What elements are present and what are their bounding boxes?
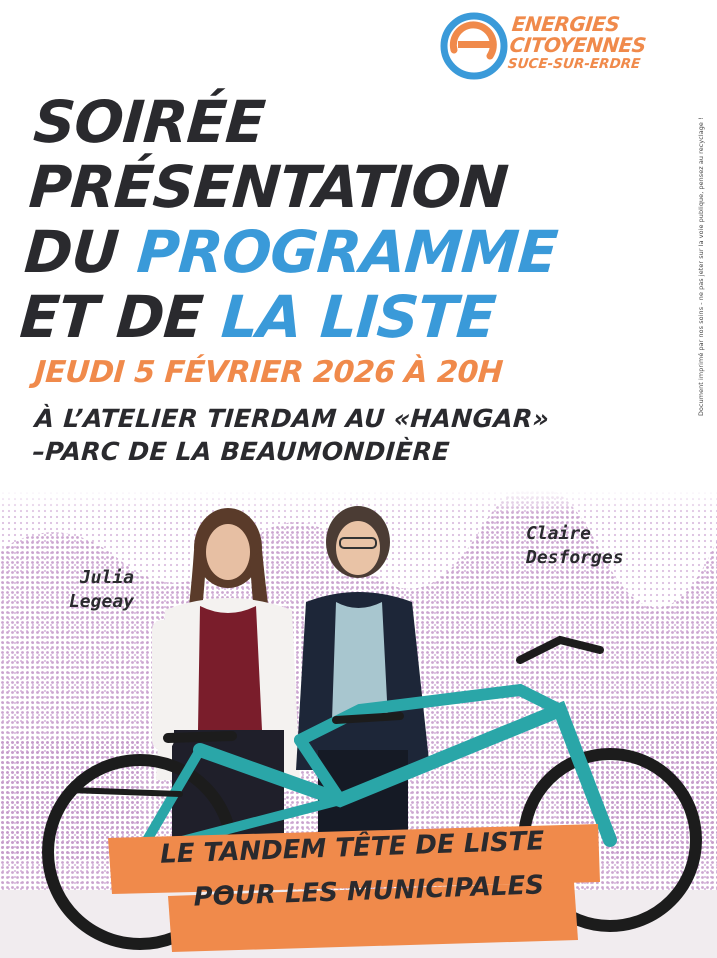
event-venue xyxy=(31,402,656,468)
headline-highlight-programme: PROGRAMME xyxy=(134,218,560,286)
headline-line-4-prefix: ET DE xyxy=(17,283,224,351)
headline-line-3-prefix: DU xyxy=(22,218,140,286)
energy-e-logo-icon xyxy=(438,10,510,82)
julia-first-name: Julia xyxy=(79,567,134,588)
logo-text xyxy=(507,14,649,72)
julia-last-name: Legeay xyxy=(68,591,134,612)
banner-tandem xyxy=(104,818,602,952)
event-date: JEUDI 5 FÉVRIER 2026 À 20H xyxy=(33,355,504,390)
claire-last-name: Desforges xyxy=(526,547,624,568)
logo-line-2: CITOYENNES xyxy=(508,33,648,57)
recycling-note: Document imprimé par nos soins - ne pas jeter sur la voie publique, pensez au recyclage ! xyxy=(697,117,705,416)
logo xyxy=(438,10,668,85)
venue-line-1: À L’ATELIER TIERDAM AU «HANGAR» xyxy=(33,404,551,433)
headline-line-4 xyxy=(18,285,663,350)
banner-line-1: LE TANDEM TÊTE DE LISTE xyxy=(159,826,545,870)
headline-line-1: SOIRÉE xyxy=(31,88,267,156)
logo-line-3: SUCE-SUR-ERDRE xyxy=(506,56,642,72)
claire-first-name: Claire xyxy=(526,523,592,544)
headline-line-3 xyxy=(22,220,667,285)
headline xyxy=(18,90,676,350)
headline-line-2: PRÉSENTATION xyxy=(26,153,510,221)
headline-highlight-liste: LA LISTE xyxy=(219,283,498,351)
name-label-claire xyxy=(526,522,624,570)
logo-line-1: ENERGIES xyxy=(510,12,621,36)
name-label-julia xyxy=(38,566,134,614)
venue-line-2: –PARC DE LA BEAUMONDIÈRE xyxy=(31,437,451,466)
banner-text xyxy=(103,817,604,922)
banner-line-2: POUR LES MUNICIPALES xyxy=(193,870,545,913)
